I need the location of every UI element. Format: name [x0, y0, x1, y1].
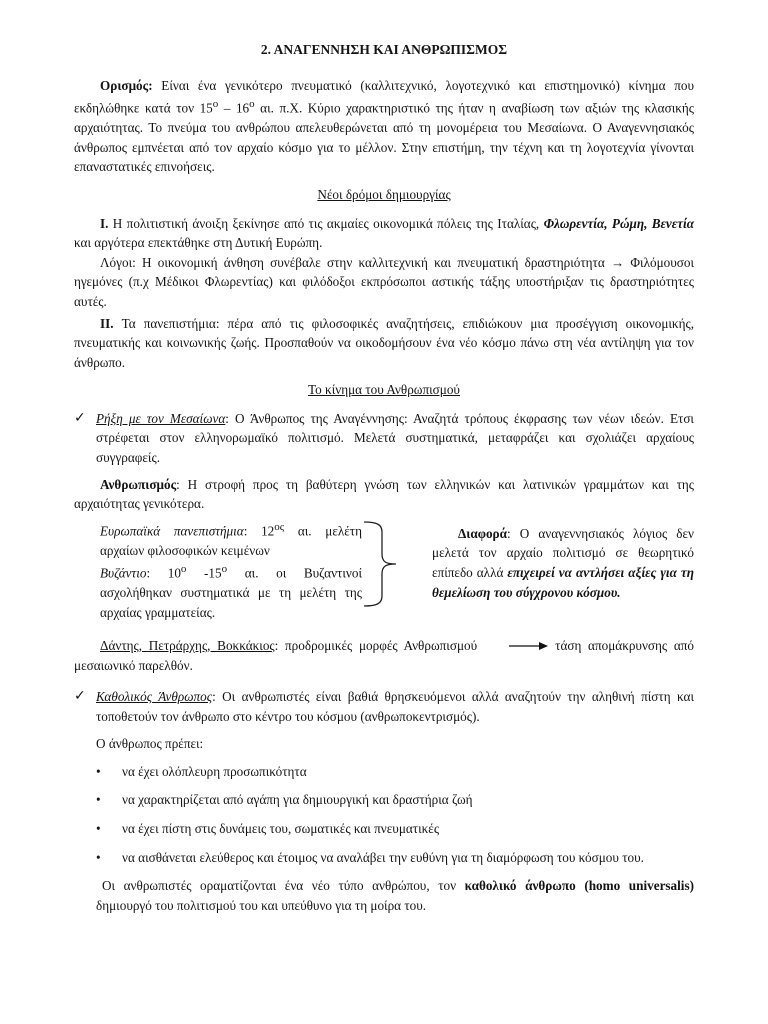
paragraph-text: αι. μελέτη αρχαίων φιλοσοφικών κειμένων — [100, 523, 362, 558]
roman-numeral: II. — [100, 315, 114, 331]
paragraph-text: : 12 — [243, 523, 275, 539]
check-item-universal-man — [74, 687, 694, 726]
paragraph-italian-cities — [74, 214, 694, 253]
emphasis-text: επιχειρεί να αντλήσει αξίες για τη θεμελίωση του σύγχρονου κόσμου. — [432, 565, 694, 600]
paragraph-text: και αργότερα επεκτάθηκε στη Δυτική Ευρώπη. — [74, 235, 323, 251]
paragraph-text: : Ο Άνθρωπος της Αναγέννησης: Αναζητά τρόπους έκφρασης των νέων ιδεών. Ετσι στρέφεται στον ελληνορωμαϊκό πολιτισμό. Μελετά συστηματικά, μεταφράζει και σχολιάζει αρχαίους συγγραφείς. — [96, 410, 694, 466]
long-arrow-icon — [483, 637, 549, 657]
definition-paragraph — [74, 76, 694, 177]
paragraph-text: Οι ανθρωπιστές οραματίζονται ένα νέο τύπο ανθρώπου, τον — [102, 878, 465, 894]
paragraph-universities — [74, 314, 694, 373]
superscript: ο — [249, 98, 255, 111]
list-item-text: να αισθάνεται ελεύθερος και έτοιμος να αναλάβει την ευθύνη για τη διαμόρφωση του κόσμου του. — [122, 849, 644, 865]
list-item — [96, 790, 694, 810]
superscript: ος — [274, 520, 285, 533]
list-item-text: να χαρακτηρίζεται από αγάπη για δημιουργική και δραστήρια ζωή — [122, 792, 473, 808]
bullet-icon: • — [96, 792, 101, 808]
bullet-icon: • — [96, 849, 101, 865]
curly-brace-icon — [362, 518, 432, 623]
definition-text: – 16 — [218, 100, 250, 116]
paragraph-reasons — [74, 253, 694, 312]
paragraph-text: Η πολιτιστική άνοιξη ξεκίνησε από τις ακμαίες οικονομικά πόλεις της Ιταλίας, — [108, 215, 544, 231]
paragraph-text: Τα πανεπιστήμια: πέρα από τις φιλοσοφικές αναζητήσεις, επιδιώκουν μια προσέγγιση οικονομικής, πνευματικής και κοινωνικής ζωής. Προσπαθούν να οικοδομήσουν ένα νέο κόσμο πάνω στη νέα αντίληψη για τον άνθρωπο. — [74, 315, 694, 370]
check-item-text — [96, 687, 694, 726]
paragraph-text: -15 — [186, 565, 222, 581]
paragraph-text: αι. οι Βυζαντινοί ασχολήθηκαν συστηματικά με τη μελέτη της αρχαίας γραμματείας. — [100, 565, 362, 621]
paragraph-text: : Οι ανθρωπιστές είναι βαθιά θρησκευόμενοι αλλά αναζητούν την αληθινή πίστη και τοποθετούν τον άνθρωπο στο κέντρο του κόσμου (ανθρωποκεντρισμός). — [96, 688, 694, 724]
bullet-icon: • — [96, 820, 101, 836]
bullet-list — [74, 762, 694, 867]
paragraph-text: δημιουργό του πολιτισμού του και υπεύθυνο για τη μοίρα του. — [96, 897, 427, 913]
paragraph-text: : προδρομικές μορφές Ανθρωπισμού — [274, 637, 478, 653]
definition-text: αι. π.Χ. Κύριο χαρακτηριστικό της ήταν η αναβίωση των αξιών της κλασικής αρχαιότητας. Το πνεύμα του ανθρώπου απελευθερώνεται από τη μονομέρεια του Μεσαίωνα. Ο Αναγεννησιακός άνθρωπος εμπνέεται από τον αρχαίο κόσμο για το μέλλον. Στην επιστήμη, την τέχνη και τη λογοτεχνία γίνονται επαναστατικές επινοήσεις. — [74, 100, 695, 175]
roman-numeral: I. — [100, 215, 109, 231]
check-item-break-with-middle-ages — [74, 409, 694, 468]
superscript: ο — [221, 563, 228, 576]
definition-text: Είναι ένα γενικότερο πνευματικό (καλλιτεχνικό, λογοτεχνικό και επιστημονικό) κίνημα που εκδηλώθηκε κατά τον 15 — [74, 77, 694, 116]
paragraph-text: : Ο αναγεννησιακός λόγιος δεν μελετά τον αρχαίο πολιτισμό σε θεωρητικό επίπεδο αλλά — [432, 525, 694, 581]
right-arrow-icon: → — [610, 254, 625, 270]
paragraph-text: Λόγοι: Η οικονομική άνθηση συνέβαλε στην καλλιτεχνική και πνευματική δραστηριότητα — [100, 254, 605, 270]
term-italic: Ευρωπαϊκά πανεπιστήμια — [100, 523, 244, 539]
superscript: ο — [212, 98, 219, 111]
check-item-title: Καθολικός Άνθρωπος — [96, 688, 213, 704]
cities-list: Φλωρεντία, Ρώμη, Βενετία — [543, 215, 694, 231]
paragraph-closing — [74, 876, 694, 915]
superscript: ο — [180, 563, 187, 576]
list-item — [96, 762, 694, 782]
homo-universalis-term: καθολικό άνθρωπο (homo universalis) — [464, 878, 694, 894]
definition-label: Ορισμός: — [100, 77, 153, 93]
precursor-names: Δάντης, Πετράρχης, Βοκκάκιος — [100, 637, 275, 653]
bullet-icon: • — [96, 763, 101, 779]
section-heading-new-paths: Νέοι δρόμοι δημιουργίας — [317, 186, 451, 202]
check-item-title: Ρήξη με τον Μεσαίωνα — [96, 410, 226, 426]
list-item — [96, 819, 694, 839]
document-title: 2. ΑΝΑΓΕΝΝΗΣΗ ΚΑΙ ΑΝΘΡΩΠΙΣΜΟΣ — [260, 42, 508, 57]
checkmark-icon: ✓ — [74, 409, 86, 426]
check-item-text — [96, 409, 694, 468]
term-italic: Βυζάντιο — [100, 565, 147, 581]
term-label: Ανθρωπισμός — [100, 476, 177, 492]
list-item — [96, 848, 694, 868]
comparison-right — [432, 518, 694, 623]
section-heading-humanism: Το κίνημα του Ανθρωπισμού — [308, 382, 460, 398]
comparison-left — [100, 518, 362, 623]
paragraph-text: Φιλόμουσοι ηγεμόνες (π.χ Μέδικοι Φλωρεντίας) και φιλόδοξοι εκπρόσωποι αστικής τάξης υποστήριξαν τις δραστηριότητες αυτές. — [74, 254, 695, 309]
list-item-text: να έχει πίστη στις δυνάμεις του, σωματικές και πνευματικές — [122, 820, 440, 836]
comparison-block — [100, 518, 694, 623]
list-item-text: να έχει ολόπλευρη προσωπικότητα — [122, 763, 307, 779]
term-label: Διαφορά — [458, 525, 507, 541]
paragraph-precursors — [74, 636, 694, 676]
paragraph-humanism-definition — [74, 475, 694, 514]
paragraph-text: : Η στροφή προς τη βαθύτερη γνώση των ελληνικών και λατινικών γραμμάτων και της αρχαιότητας γενικότερα. — [74, 476, 694, 512]
checkmark-icon: ✓ — [74, 687, 86, 704]
paragraph-text: : 10 — [146, 565, 181, 581]
must-intro: Ο άνθρωπος πρέπει: — [96, 736, 204, 752]
paragraph-text: τάση απομάκρυνσης από μεσαιωνικό παρελθόν. — [74, 637, 694, 674]
